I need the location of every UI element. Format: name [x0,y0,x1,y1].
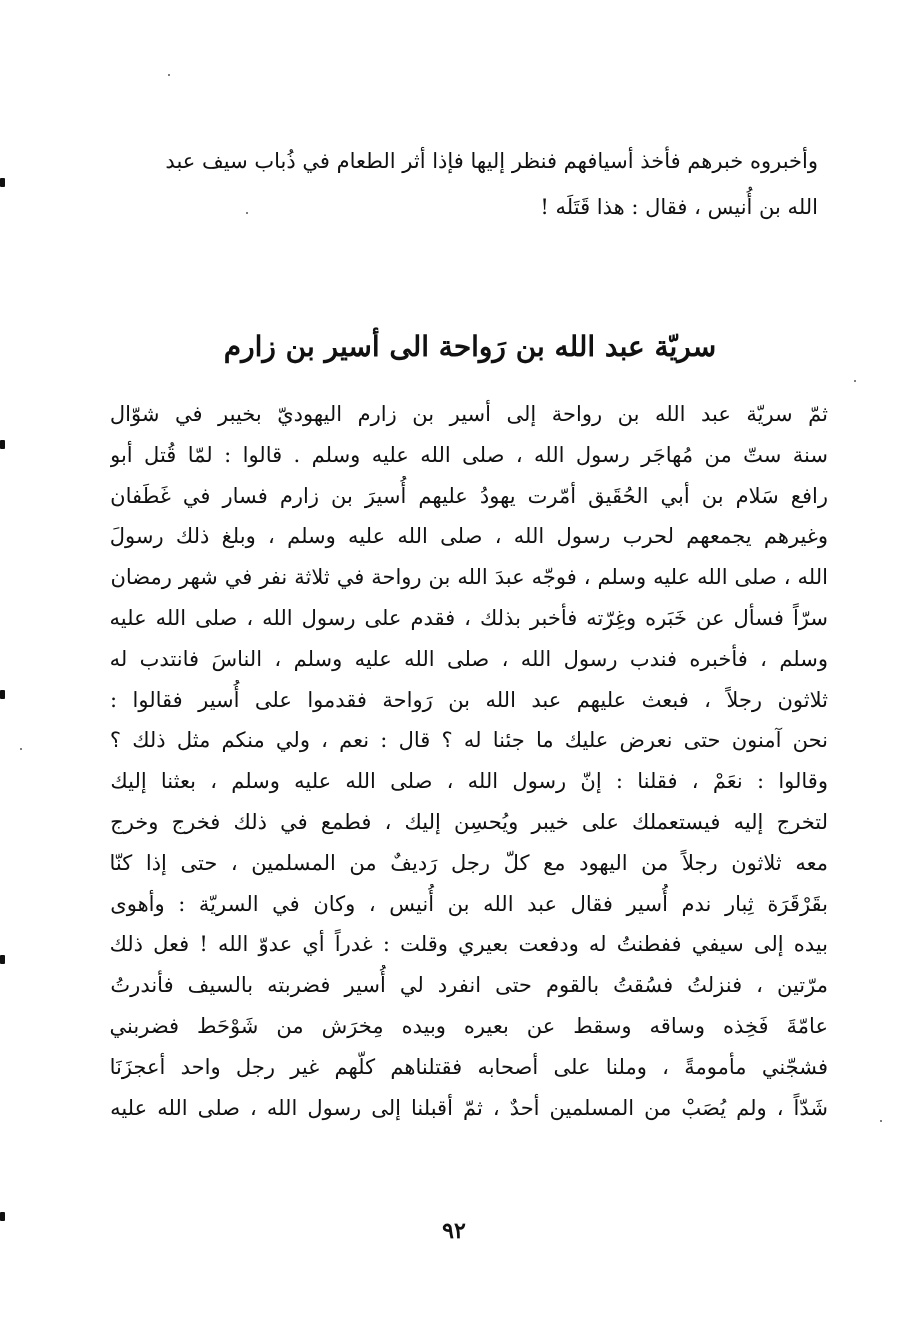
speck [854,380,856,382]
margin-mark [0,1212,5,1221]
speck [880,1120,882,1122]
speck [168,74,170,76]
text-line: وقالوا : نعَمْ ، فقلنا : إنّ رسول الله ، صلى الله عليه وسلم ، بعثنا إليك [110,769,828,794]
text-line: وسلم ، فأخبره فندب رسول الله ، صلى الله عليه وسلم ، الناسَ فانتدب له [110,646,828,671]
page-number: ٩٢ [442,1218,466,1244]
margin-mark [0,178,5,187]
continuation-paragraph [110,138,818,230]
text-line: فشجّني مأمومةً ، وملنا على أصحابه فقتلناهم كلّهم غير رجل واحد أعجزَنَا [110,1054,828,1079]
text-line: نحن آمنون حتى نعرض عليك ما جئنا له ؟ قال : نعم ، ولي منكم مثل ذلك ؟ [110,728,828,753]
text-line: لتخرج إليه فيستعملك على خيبر ويُحسِن إليك ، فطمع في ذلك فخرج وخرج [110,809,828,834]
text-line: سرّاً فسأل عن خَبَره وغِرّته فأخبر بذلك ، فقدم على رسول الله ، صلى الله عليه [110,605,828,630]
text-line: مرّتين ، فنزلتُ فسُقتُ بالقوم حتى انفرد لي أُسير فضربته بالسيف فأندرتُ [110,973,828,998]
text-line: معه ثلاثون رجلاً من اليهود مع كلّ رجل رَديفٌ من المسلمين ، حتى إذا كنّا [110,850,828,875]
margin-mark [0,690,5,699]
text-line: شَدّاً ، ولم يُصَبْ من المسلمين أحدٌ ، ثمّ أقبلنا إلى رسول الله ، صلى الله عليه [110,1095,828,1120]
text-line: الله بن أُنيس ، فقال : هذا قَتَلَه ! [540,195,818,219]
speck [246,212,248,214]
text-line: ثمّ سريّة عبد الله بن رواحة إلى أسير بن زارم اليهوديّ بخيبر في شوّال [110,402,828,426]
section-body [110,394,828,1128]
text-line: عامّةَ فَخِذه وساقه وسقط عن بعيره وبيده مِخرَش من شَوْحَط فضربني [110,1013,828,1038]
text-line: سنة ستّ من مُهاجَر رسول الله ، صلى الله عليه وسلم . قالوا : لمّا قُتل أبو [110,442,828,467]
margin-mark [0,440,5,449]
section-heading: سريّة عبد الله بن رَواحة الى أسير بن زارم [223,330,717,363]
margin-mark [0,955,5,964]
text-line: وأخبروه خبرهم فأخذ أسيافهم فنظر إليها فإذا أثر الطعام في ذُباب سيف عبد [165,149,818,173]
text-line: بقَرْقَرَة ثِبار ندم أُسير فقال عبد الله بن أُنيس ، وكان في السريّة : وأهوى [110,891,828,916]
speck [20,748,22,750]
text-line: الله ، صلى الله عليه وسلم ، فوجّه عبدَ الله بن رواحة في ثلاثة نفر في شهر رمضان [110,565,828,590]
text-line: بيده إلى سيفي ففطنتُ له ودفعت بعيري وقلت : غدراً أي عدوّ الله ! فعل ذلك [110,932,828,957]
text-line: ثلاثون رجلاً ، فبعث عليهم عبد الله بن رَواحة فقدموا على أُسير فقالوا : [110,687,828,712]
text-line: رافع سَلام بن أبي الحُقَيق أمّرت يهودُ عليهم أُسيرَ بن زارم فسار في غَطَفان [110,483,828,508]
text-line: وغيرهم يجمعهم لحرب رسول الله ، صلى الله عليه وسلم ، وبلغ ذلك رسولَ [110,524,828,549]
